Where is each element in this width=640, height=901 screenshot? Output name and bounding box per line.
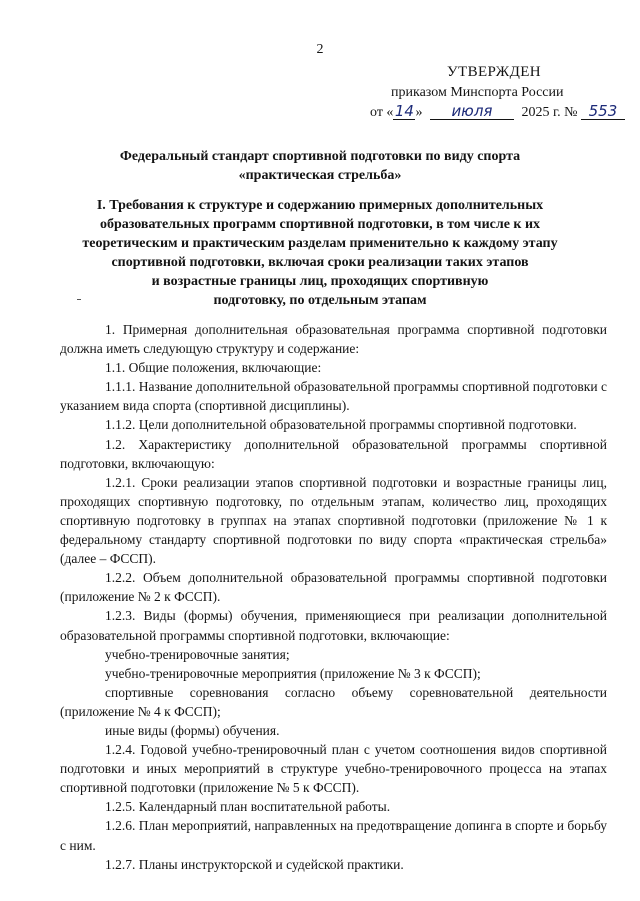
- date-prefix: от «: [370, 105, 394, 120]
- approval-title: УТВЕРЖДЕН: [447, 64, 542, 80]
- section-line: теоретическим и практическим разделам применительно к каждому этапу: [82, 236, 558, 251]
- page-number: 2: [316, 42, 324, 57]
- paragraph: учебно-тренировочные занятия;: [105, 646, 290, 662]
- approval-date: [370, 103, 625, 121]
- paragraph: иные виды (формы) обучения.: [105, 722, 280, 738]
- handwritten-order-number: 553: [581, 103, 625, 120]
- section-heading: [60, 196, 580, 310]
- paragraph: 1.2.4. Годовой учебно-тренировочный план с учетом соотношения видов спортивной подготовки и иных мероприятий в структуре учебно-тренировочного процесса на этапах спортивной подготовки (приложение № 5 к ФССП).: [60, 742, 607, 796]
- title-line: Федеральный стандарт спортивной подготовки по виду спорта: [119, 149, 521, 164]
- document-title: [60, 147, 580, 185]
- paragraph: 1.2.5. Календарный план воспитательной работы.: [105, 799, 391, 815]
- paragraph: 1.1. Общие положения, включающие:: [105, 360, 322, 376]
- section-line: I. Требования к структуре и содержанию примерных дополнительных: [96, 198, 544, 213]
- paragraph: 1. Примерная дополнительная образовательная программа спортивной подготовки должна иметь следующую структуру и содержание:: [60, 322, 607, 357]
- paragraph: 1.2.1. Сроки реализации этапов спортивной подготовки и возрастные границы лиц, проходящих спортивную подготовку, по отдельным этапам, количество лиц, проходящих спортивную подготовку в группах на этапах спортивной подготовки (приложение № 1 к федеральному стандарту спортивной подготовки по виду спорта «практическая стрельба» (далее – ФССП).: [60, 474, 607, 567]
- paragraph: 1.2.3. Виды (формы) обучения, применяющиеся при реализации дополнительной образовательной программы спортивной подготовки, включающие:: [60, 608, 607, 643]
- paragraph: 1.2.7. Планы инструкторской и судейской практики.: [105, 856, 404, 872]
- approval-order: приказом Минспорта России: [391, 85, 564, 100]
- paragraph: 1.1.1. Название дополнительной образовательной программы спортивной подготовки с указанием вида спорта (спортивной дисциплины).: [60, 379, 607, 414]
- handwritten-month: июля: [430, 103, 514, 120]
- section-line: и возрастные границы лиц, проходящих спортивную: [151, 274, 489, 289]
- paragraph: учебно-тренировочные мероприятия (приложение № 3 к ФССП);: [105, 665, 481, 681]
- section-line: спортивной подготовки, включая сроки реализации таких этапов: [111, 255, 529, 270]
- title-line: «практическая стрельба»: [238, 168, 402, 183]
- date-mid: »: [415, 105, 423, 120]
- scan-mark: [77, 299, 81, 300]
- section-line: подготовку, по отдельным этапам: [213, 293, 427, 308]
- handwritten-day: 14: [394, 102, 414, 120]
- paragraph: 1.2. Характеристику дополнительной образовательной программы спортивной подготовки, включающую:: [60, 436, 607, 471]
- paragraph: спортивные соревнования согласно объему соревновательной деятельности (приложение № 4 к ФССП);: [60, 684, 607, 719]
- document-body: [60, 320, 607, 874]
- paragraph: 1.2.2. Объем дополнительной образовательной программы спортивной подготовки (приложение № 2 к ФССП).: [60, 570, 607, 605]
- paragraph: 1.2.6. План мероприятий, направленных на предотвращение допинга в спорте и борьбу с ним.: [60, 818, 607, 853]
- date-year: 2025 г. №: [521, 105, 578, 120]
- paragraph: 1.1.2. Цели дополнительной образовательной программы спортивной подготовки.: [105, 417, 577, 433]
- section-line: образовательных программ спортивной подготовки, в том числе к их: [99, 217, 541, 232]
